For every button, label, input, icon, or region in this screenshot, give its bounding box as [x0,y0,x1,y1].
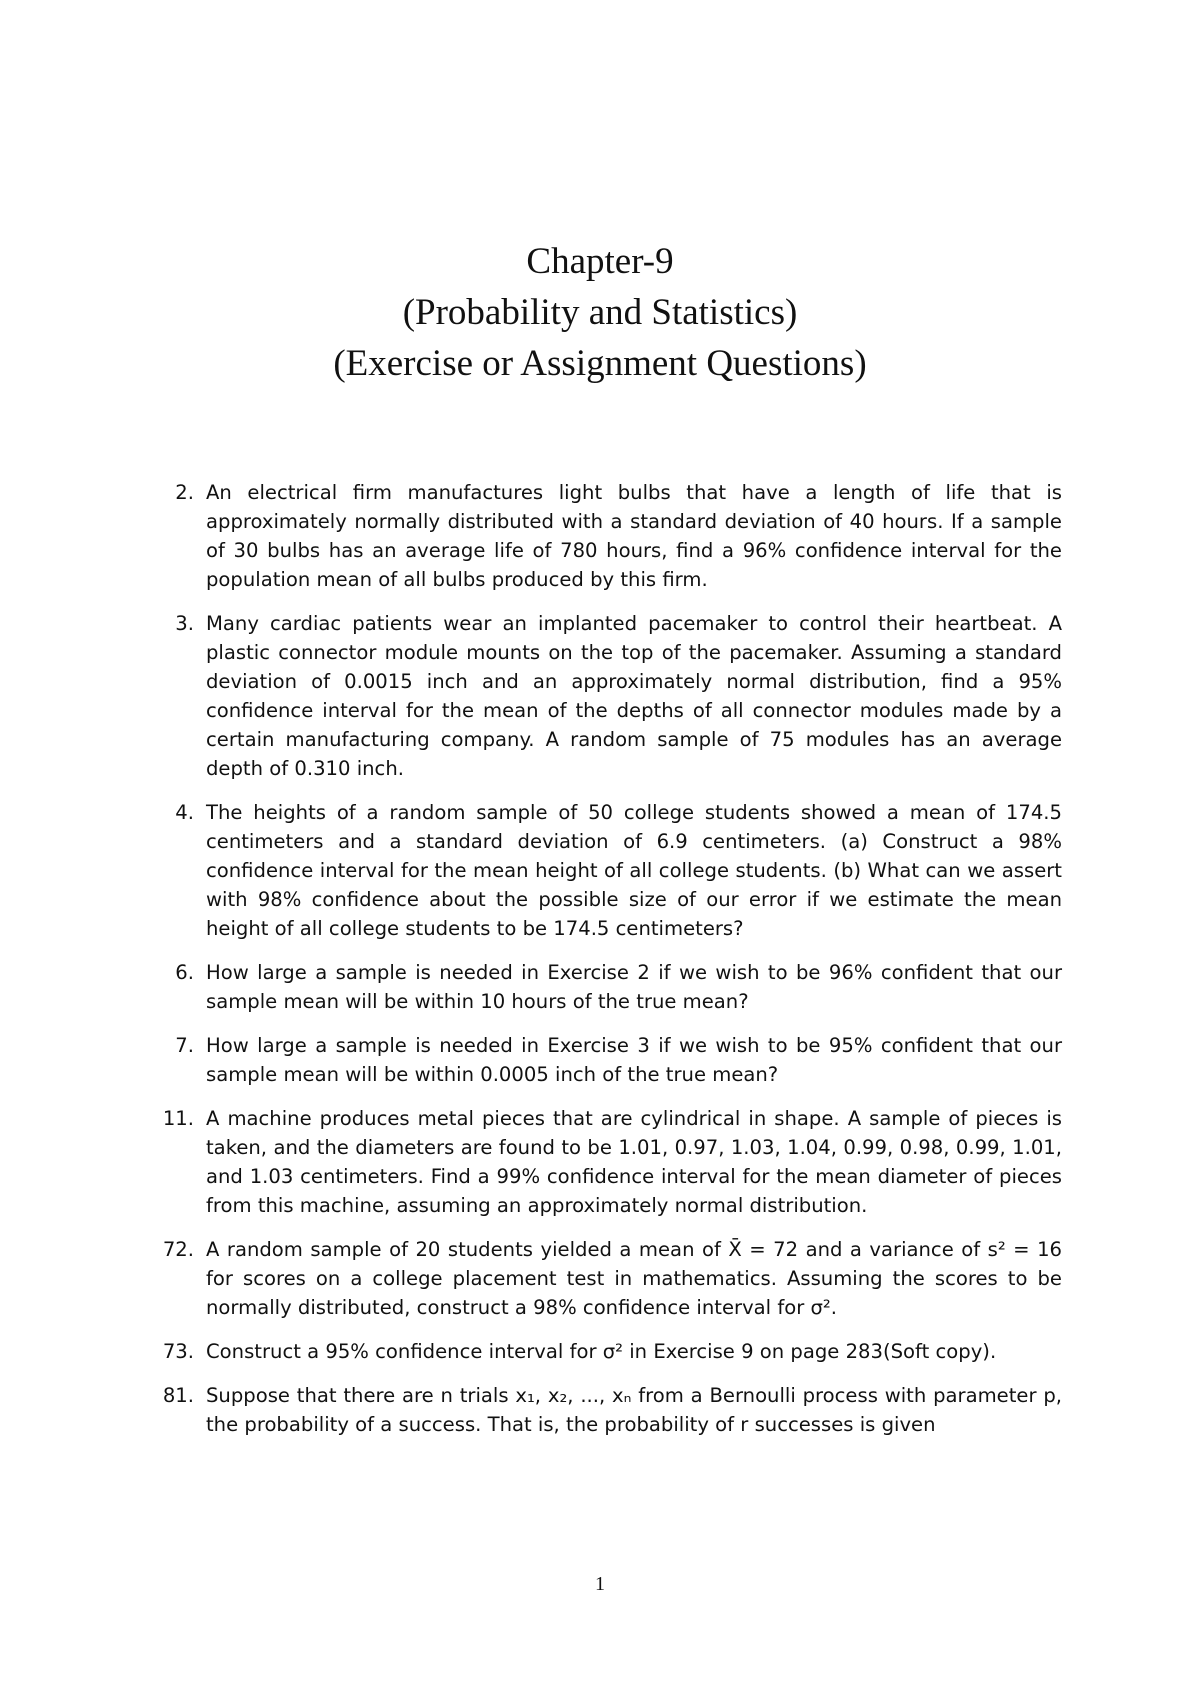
exercise-text: Many cardiac patients wear an implanted pacemaker to control their heartbeat. A plastic connector module mounts on the top of the pacemaker. Assuming a standard deviation of 0.0015 inch and an approximately normal distribution, find a 95% confidence interval for the mean of the depths of all connector modules made by a certain manufacturing company. A random sample of 75 modules has an average depth of 0.310 inch. [206,612,1062,780]
exercise-number: 81. [162,1384,194,1407]
exercise-number: 2. [175,481,194,504]
exercise-text: An electrical firm manufactures light bulbs that have a length of life that is approximately normally distributed with a standard deviation of 40 hours. If a sample of 30 bulbs has an average life of 780 hours, find a 96% confidence interval for the population mean of all bulbs produced by this firm. [206,481,1062,591]
title-line-type: (Exercise or Assignment Questions) [333,343,867,384]
exercise-number: 73. [162,1340,194,1363]
chapter-title [0,236,1200,389]
exercise-item [0,798,1200,943]
exercise-item [0,609,1200,783]
exercise-text: Suppose that there are n trials x₁, x₂, ..., xₙ from a Bernoulli process with parameter p, the probability of a success. That is, the probability of r successes is given [206,1384,1062,1436]
exercise-text: How large a sample is needed in Exercise 3 if we wish to be 95% confident that our sample mean will be within 0.0005 inch of the true mean? [206,1034,1062,1086]
title-line-chapter: Chapter-9 [526,241,674,282]
exercise-number: 6. [175,961,194,984]
exercise-text: How large a sample is needed in Exercise 2 if we wish to be 96% confident that our sample mean will be within 10 hours of the true mean? [206,961,1062,1013]
title-line-subject: (Probability and Statistics) [402,292,798,333]
exercise-item [0,1104,1200,1220]
exercise-number: 7. [175,1034,194,1057]
exercise-item [0,1235,1200,1322]
exercise-item [0,478,1200,594]
exercise-number: 3. [175,612,194,635]
exercise-item [0,1381,1200,1439]
exercise-list [0,478,1200,1454]
exercise-number: 72. [162,1238,194,1261]
exercise-text: The heights of a random sample of 50 college students showed a mean of 174.5 centimeters and a standard deviation of 6.9 centimeters. (a) Construct a 98% confidence interval for the mean height of all college students. (b) What can we assert with 98% confidence about the possible size of our error if we estimate the mean height of all college students to be 174.5 centimeters? [206,801,1062,940]
page-number: 1 [595,1573,605,1595]
exercise-text: Construct a 95% confidence interval for σ² in Exercise 9 on page 283(Soft copy). [206,1340,997,1363]
exercise-item [0,1031,1200,1089]
exercise-number: 4. [175,801,194,824]
exercise-number: 11. [162,1107,194,1130]
exercise-text: A machine produces metal pieces that are cylindrical in shape. A sample of pieces is taken, and the diameters are found to be 1.01, 0.97, 1.03, 1.04, 0.99, 0.98, 0.99, 1.01, and 1.03 centimeters. Find a 99% confidence interval for the mean diameter of pieces from this machine, assuming an approximately normal distribution. [206,1107,1062,1217]
exercise-item [0,958,1200,1016]
exercise-item [0,1337,1200,1366]
exercise-text: A random sample of 20 students yielded a mean of X̄ = 72 and a variance of s² = 16 for scores on a college placement test in mathematics. Assuming the scores to be normally distributed, construct a 98% confidence interval for σ². [206,1238,1062,1319]
